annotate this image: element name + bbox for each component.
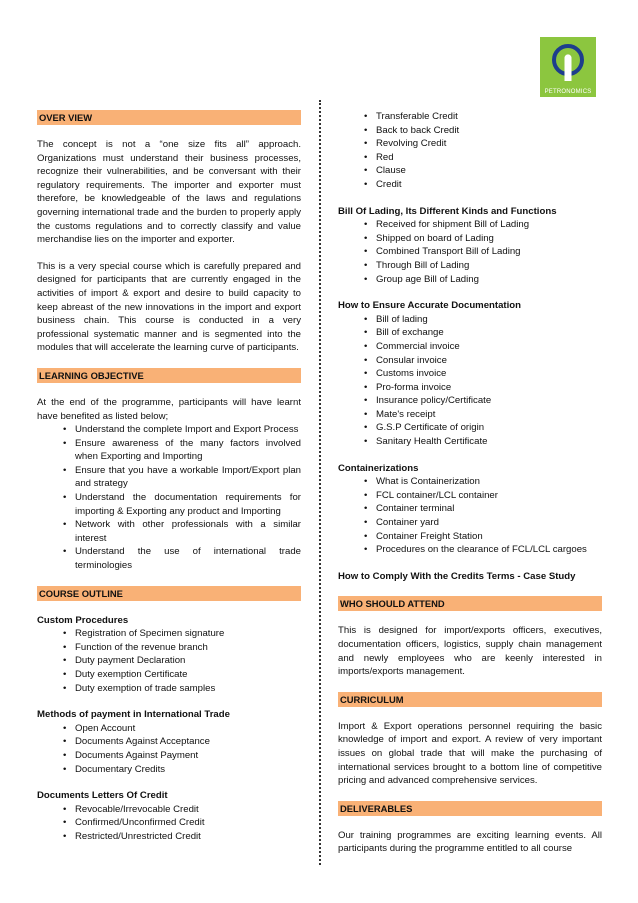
list-item: • Duty exemption of trade samples [63,682,216,694]
bill-of-lading-list [338,218,602,286]
list-item: • Open Account [63,722,136,734]
list-item: • Combined Transport Bill of Lading [364,246,521,258]
learning-objective-heading: LEARNING OBJECTIVE [37,368,301,383]
list-item: • Understand the documentation requirements for importing & Exporting any product and Importing [63,492,301,517]
bullet-icon: • [364,381,368,393]
deliverables-text: Our training programmes are exciting learning events. All participants during the programme entitled to all course [338,829,602,855]
bullet-icon: • [364,111,368,122]
bullet-icon: • [364,422,368,434]
bullet-icon: • [364,259,368,271]
bullet-icon: • [364,517,368,529]
list-item: • Documents Against Payment [63,749,199,761]
payment-methods-title: Methods of payment in International Trade [37,709,230,721]
column-divider [319,100,321,865]
bullet-icon: • [63,669,67,680]
bullet-icon: • [364,395,368,407]
list-item: • Revocable/Irrevocable Credit [63,803,199,815]
list-item: • Documents Against Acceptance [63,736,210,748]
list-item: • Consular invoice [364,354,447,366]
bullet-icon: • [63,424,67,436]
bullet-icon: • [364,219,368,231]
bullet-icon: • [63,464,67,476]
list-item: • Ensure that you have a workable Import/Export plan and strategy [63,464,301,490]
left-column [37,110,301,844]
list-item: • Through Bill of Lading [364,259,470,271]
custom-procedures-title: Custom Procedures [37,614,129,626]
bullet-icon: • [364,340,368,352]
containerizations-list [338,475,602,557]
who-should-attend-text: This is designed for import/exports officers, executives, documentation officers, logistics, supply chain management and newly employees who are keenly interested in imports/exports management. [338,625,602,678]
bullet-icon: • [63,722,67,734]
list-item: • Pro-forma invoice [364,381,452,393]
bill-of-lading-title: Bill Of Lading, Its Different Kinds and Functions [338,205,557,217]
containerizations-title: Containerizations [338,462,419,474]
bullet-icon: • [63,655,67,667]
list-item: • Duty exemption Certificate [63,669,188,680]
credit-types-list [338,110,602,192]
bullet-icon: • [364,476,368,488]
payment-methods-list [37,722,301,776]
list-item: • Container terminal [364,503,455,515]
list-item: • What is Containerization [364,476,480,488]
bullet-icon: • [364,503,368,515]
letters-of-credit-list [37,803,301,844]
list-item: • Clause [364,165,406,177]
bullet-icon: • [364,408,368,420]
logo-text: PETRONOMICS [544,89,592,95]
list-item: • FCL container/LCL container [364,489,498,501]
bullet-icon: • [364,327,368,339]
bullet-icon: • [63,830,67,842]
list-item: • Insurance policy/Certificate [364,395,492,407]
custom-procedures-list [37,627,301,695]
bullet-icon: • [364,138,368,150]
bullet-icon: • [63,641,67,653]
list-item: • Confirmed/Unconfirmed Credit [63,817,205,829]
bullet-icon: • [63,682,67,694]
list-item: • Bill of lading [364,313,428,325]
case-study-title: How to Comply With the Credits Terms - Case Study [338,570,576,582]
bullet-icon: • [364,151,368,163]
objective-intro: At the end of the programme, participants will have learnt have benefited as listed below; [37,396,301,422]
bullet-icon: • [63,763,67,775]
list-item: • Ensure awareness of the many factors involved when Exporting and Importing [63,437,301,463]
bullet-icon: • [364,273,368,285]
course-outline-heading: COURSE OUTLINE [37,586,301,601]
bullet-icon: • [63,437,67,449]
who-should-attend-heading: WHO SHOULD ATTEND [338,596,602,611]
list-item: • Documentary Credits [63,763,166,775]
bullet-icon: • [63,803,67,815]
bullet-icon: • [364,530,368,542]
list-item: • Function of the revenue branch [63,641,208,653]
overview-paragraph-1: The concept is not a “one size fits all” approach. Organizations must understand their business processes, recognize their vulnerabilities, and be conversant with their regulatory requirements. The importer and exporter must therefore, be knowledgeable of the laws and regulations governing international trade and the burden to properly apply the customs regulations and to correctly classify and value merchandise lies on the importer and exporter. [37,139,301,246]
right-column [338,110,602,856]
bullet-icon: • [364,178,368,190]
list-item: • Group age Bill of Lading [364,273,479,285]
list-item: • Customs invoice [364,368,447,380]
list-item: • Shipped on board of Lading [364,232,494,244]
list-item: • Duty payment Declaration [63,655,186,667]
list-item: • Restricted/Unrestricted Credit [63,830,201,842]
objective-list [37,423,301,573]
list-item: • Procedures on the clearance of FCL/LCL cargoes [364,544,587,556]
bullet-icon: • [63,492,67,504]
bullet-icon: • [364,232,368,244]
list-item: • Understand the complete Import and Export Process [63,424,299,436]
bullet-icon: • [364,436,368,448]
curriculum-text: Import & Export operations personnel requiring the basic knowledge of import and export. A review of very important issues on global trade that will make the purchasing of international services brought to a bottom line of competitive pricing and advanced comprehensive services. [338,720,602,787]
list-item: • Commercial invoice [364,340,460,352]
bullet-icon: • [364,489,368,501]
list-item: • Back to back Credit [364,124,460,136]
list-item: • Mate's receipt [364,408,436,420]
overview-heading: OVER VIEW [37,110,301,125]
list-item: • G.S.P Certificate of origin [364,422,485,434]
bullet-icon: • [63,546,67,558]
letters-of-credit-title: Documents Letters Of Credit [37,790,168,802]
bullet-icon: • [63,749,67,761]
bullet-icon: • [63,817,67,829]
list-item: • Network with other professionals with a similar interest [63,519,301,544]
petronomics-logo [540,37,596,97]
bullet-icon: • [364,165,368,177]
bullet-icon: • [364,544,368,556]
list-item: • Container Freight Station [364,530,483,542]
bullet-icon: • [364,368,368,380]
bullet-icon: • [364,354,368,366]
bullet-icon: • [364,313,368,325]
bullet-icon: • [63,519,67,531]
overview-paragraph-2: This is a very special course which is carefully prepared and designed for participants that are currently engaged in the activities of import & export and desire to build capacity to keep abreast of the new innovations in the import and export business chain. This course is conducted in a very professional systematic manner and is segmented into the modules that will accelerate the learning curve of participants. [37,260,301,354]
list-item: • Sanitary Health Certificate [364,436,488,448]
list-item: • Credit [364,178,402,190]
list-item: • Registration of Specimen signature [63,628,225,640]
list-item: • Received for shipment Bill of Lading [364,219,530,231]
bullet-icon: • [63,628,67,640]
list-item: • Bill of exchange [364,327,444,339]
list-item: • Transferable Credit [364,111,458,122]
list-item: • Understand the use of international trade terminologies [63,546,301,572]
list-item: • Container yard [364,517,439,529]
list-item: • Revolving Credit [364,138,447,150]
list-item: • Red [364,151,394,163]
bullet-icon: • [63,736,67,748]
documentation-list [338,313,602,449]
curriculum-heading: CURRICULUM [338,692,602,707]
logo-mark-icon [540,37,596,97]
documentation-title: How to Ensure Accurate Documentation [338,300,522,312]
deliverables-heading: DELIVERABLES [338,801,602,816]
bullet-icon: • [364,246,368,258]
bullet-icon: • [364,124,368,136]
